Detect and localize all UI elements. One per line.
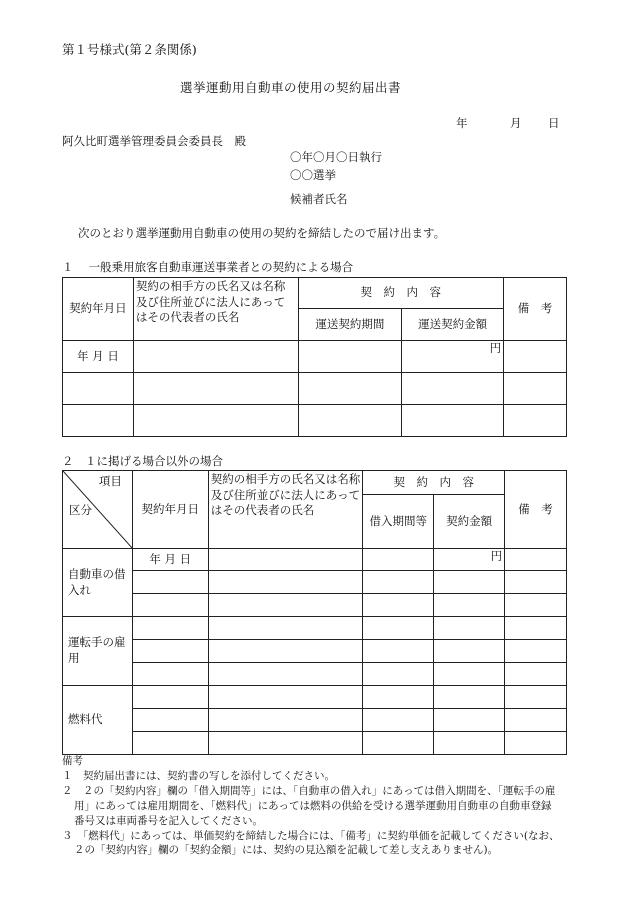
election-name: 〇〇選挙	[290, 168, 336, 182]
section2-heading: ２ １に掲げる場合以外の場合	[62, 454, 223, 468]
section1-table	[62, 277, 567, 437]
election-date: 〇年〇月〇日執行	[290, 150, 382, 164]
s2-col-party: 契約の相手方の氏名又は名称及び住所並びに法人にあってはその代表者の氏名	[208, 471, 363, 549]
s2-col-category: 区分	[69, 503, 92, 517]
s2-col-remarks: 備 考	[505, 471, 567, 549]
document-title: 選挙運動用自動車の使用の契約届出書	[180, 80, 402, 95]
s2-col-amount: 契約金額	[434, 495, 505, 549]
notes-heading: 備考	[62, 755, 83, 767]
form-label: 第１号様式(第２条関係)	[62, 42, 197, 57]
s1-col-remarks: 備 考	[504, 278, 567, 341]
addressee: 阿久比町選挙管理委員会委員長 殿	[62, 134, 246, 148]
s1-period-cell[interactable]	[298, 341, 402, 373]
section2-table	[62, 470, 567, 755]
s1-date-cell[interactable]: 年 月 日	[63, 341, 134, 373]
s2-col-contents: 契 約 内 容	[363, 471, 505, 495]
note-item: ２ ２の「契約内容」欄の「借入期間等」には、「自動車の借入れ」にあっては借入期間を、「運転手の雇用」にあっては雇用期間を、「燃料代」にあっては燃料の供給を受ける選挙運動用自動車の自動車登録番号又は車両番号を記入してください。	[62, 784, 556, 827]
s1-col-date: 契約年月日	[63, 278, 134, 341]
s1-party-cell[interactable]	[133, 341, 298, 373]
s2-col-item: 項目	[98, 474, 122, 488]
s1-amount-cell[interactable]: 円	[402, 341, 504, 373]
s2-category-driver: 運転手の雇用	[63, 617, 133, 686]
notes-section	[62, 754, 562, 858]
s1-col-contents: 契 約 内 容	[298, 278, 504, 309]
s2-amount-cell[interactable]: 円	[434, 549, 505, 571]
s1-col-party: 契約の相手方の氏名又は名称及び住所並びに法人にあってはその代表者の氏名	[133, 278, 298, 341]
section1-heading: １ 一般乗用旅客自動車運送事業者との契約による場合	[62, 260, 354, 274]
date-day: 日	[548, 116, 560, 130]
s1-col-amount: 運送契約金額	[402, 309, 504, 341]
s1-col-period: 運送契約期間	[298, 309, 402, 341]
s2-category-fuel: 燃料代	[63, 686, 133, 755]
date-year: 年	[456, 116, 468, 130]
candidate-label: 候補者氏名	[290, 192, 348, 206]
intro-text: 次のとおり選挙運動用自動車の使用の契約を締結したので届け出ます。	[78, 226, 446, 240]
s2-col-date: 契約年月日	[132, 471, 208, 549]
note-item: ３ 「燃料代」にあっては、単価契約を締結した場合には、「備考」に契約単価を記載してください(なお、２の「契約内容」欄の「契約金額」には、契約の見込額を記載して差し支えありません)。	[62, 829, 560, 857]
s2-date-cell[interactable]: 年 月 日	[132, 549, 208, 571]
s1-remarks-cell[interactable]	[504, 341, 567, 373]
s2-col-period: 借入期間等	[363, 495, 434, 549]
s2-diagonal-header	[63, 471, 133, 549]
date-month: 月	[510, 116, 522, 130]
s2-category-vehicle: 自動車の借入れ	[63, 549, 133, 617]
note-item: １ 契約届出書には、契約書の写しを添付してください。	[62, 769, 335, 782]
